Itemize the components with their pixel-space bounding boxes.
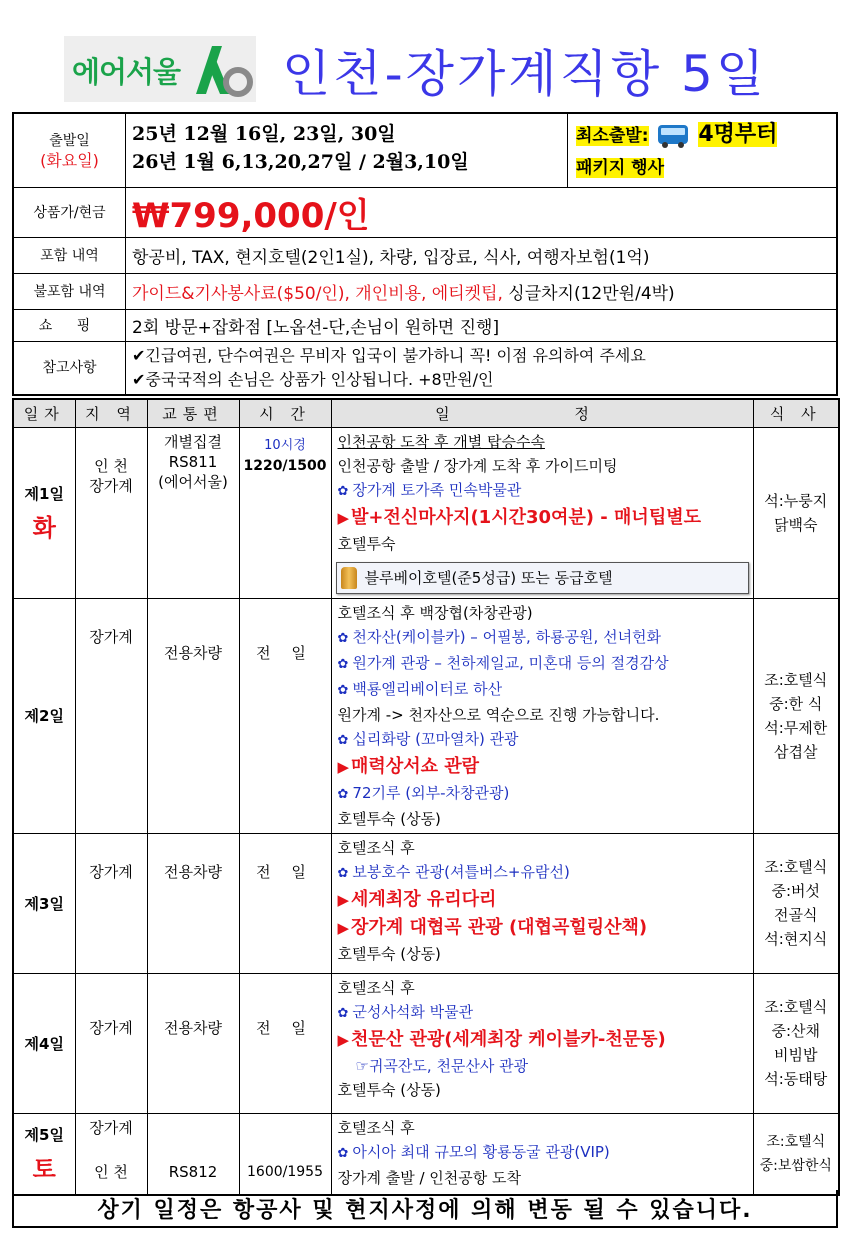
day-1-label: 제1일 bbox=[24, 484, 64, 503]
red-triangle-arrow-icon: ▶ bbox=[337, 757, 350, 776]
flower-bullet-icon: ✿ bbox=[337, 786, 349, 802]
day-2-row bbox=[13, 598, 839, 833]
included-label: 포함 내역 bbox=[14, 238, 126, 273]
red-triangle-arrow-icon: ▶ bbox=[337, 918, 350, 937]
itinerary-item: 원가계 관광 – 천하제일교, 미혼대 등의 절경감상 bbox=[352, 653, 669, 672]
departure-label-cell bbox=[14, 114, 126, 187]
itinerary-item: 보봉호수 관광(셔틀버스+유람선) bbox=[352, 862, 570, 881]
meal-item: 전골식 bbox=[774, 906, 818, 924]
red-triangle-arrow-icon: ▶ bbox=[337, 890, 350, 909]
flower-bullet-icon: ✿ bbox=[337, 1145, 349, 1161]
itinerary-item: 원가계 -> 천자산으로 역순으로 진행 가능합니다. bbox=[337, 705, 660, 724]
meal-item: 중:한 식 bbox=[769, 694, 823, 713]
red-triangle-arrow-icon: ▶ bbox=[337, 1030, 350, 1049]
header-region: 지 역 bbox=[75, 399, 147, 427]
day-4-region: 장가계 bbox=[75, 973, 147, 1113]
day-4-itinerary bbox=[331, 973, 753, 1113]
day-1-itinerary bbox=[331, 427, 753, 598]
meal-item: 석:현지식 bbox=[764, 930, 828, 948]
flower-bullet-icon: ✿ bbox=[337, 656, 349, 672]
dates-line-1: 25년 12월 16일, 23일, 30일 bbox=[132, 123, 396, 145]
day-3-label: 제3일 bbox=[24, 894, 64, 913]
day-5-label: 제5일 bbox=[24, 1125, 64, 1144]
excluded-label: 불포함 내역 bbox=[14, 274, 126, 309]
itinerary-item: 천문산 관광(세계최장 케이블카-천문동) bbox=[351, 1028, 666, 1050]
day-4-transport: 전용차량 bbox=[147, 973, 239, 1113]
day-5-transport: RS812 bbox=[147, 1113, 239, 1195]
bus-icon bbox=[656, 123, 690, 149]
package-event: 패키지 행사 bbox=[576, 158, 665, 178]
day-5-cell bbox=[13, 1113, 75, 1195]
excluded-value-red: 가이드&기사봉사료($50/인), 개인비용, 에티켓팁, bbox=[132, 284, 503, 304]
itinerary-item: 인천공항 도착 후 개별 탑승수속 bbox=[337, 432, 545, 451]
meal-item: 석:동태탕 bbox=[764, 1070, 828, 1088]
flower-bullet-icon: ✿ bbox=[337, 732, 349, 748]
flower-bullet-icon: ✿ bbox=[337, 483, 349, 499]
day-2-label: 제2일 bbox=[24, 707, 64, 725]
dates-line-2: 26년 1월 6,13,20,27일 / 2월3,10일 bbox=[132, 151, 469, 173]
day-3-region: 장가계 bbox=[75, 833, 147, 973]
itinerary-item: 호텔조식 후 bbox=[337, 1118, 415, 1137]
note-line-2: ✔중국국적의 손님은 상품가 인상됩니다. +8만원/인 bbox=[132, 370, 494, 389]
meal-item: 조:호텔식 bbox=[764, 998, 828, 1016]
notes-row bbox=[14, 342, 836, 394]
day-3-transport: 전용차량 bbox=[147, 833, 239, 973]
itinerary-item: 십리화랑 (꼬마열차) 관광 bbox=[352, 729, 519, 748]
day-5-region bbox=[75, 1113, 147, 1195]
itinerary-item: 72기루 (외부-차창관광) bbox=[352, 783, 510, 802]
header-itinerary: 일 정 bbox=[331, 399, 753, 427]
price-row bbox=[14, 188, 836, 238]
departure-label: 출발일 bbox=[49, 132, 90, 149]
departure-weekday: (화요일) bbox=[40, 150, 99, 170]
shopping-label: 쇼 핑 bbox=[14, 310, 126, 341]
itinerary-item: 군성사석화 박물관 bbox=[352, 1002, 474, 1021]
itinerary-item: 호텔투숙 (상동) bbox=[337, 1080, 441, 1099]
included-value: 항공비, TAX, 현지호텔(2인1실), 차량, 입장료, 식사, 여행자보험(1억) bbox=[132, 248, 650, 268]
meal-item: 조:호텔식 bbox=[766, 1133, 826, 1150]
departure-row bbox=[14, 114, 836, 188]
day-5-row bbox=[13, 1113, 839, 1195]
info-table bbox=[12, 112, 838, 396]
header bbox=[0, 0, 850, 112]
shopping-row bbox=[14, 310, 836, 342]
air-seoul-logo bbox=[64, 36, 256, 102]
day-3-row bbox=[13, 833, 839, 973]
min-departure-value: 4명부터 bbox=[698, 122, 778, 147]
red-triangle-arrow-icon: ▶ bbox=[337, 508, 350, 527]
hotel-name: 블루베이호텔(준5성급) 또는 동급호텔 bbox=[364, 568, 613, 587]
day-1-transport bbox=[147, 427, 239, 598]
meal-item: 비빔밥 bbox=[774, 1046, 818, 1064]
note-line-1: ✔긴급여권, 단수여권은 무비자 입국이 불가하니 꼭! 이점 유의하여 주세요 bbox=[132, 346, 646, 365]
day-5-weekday: 토 bbox=[32, 1154, 56, 1183]
day-3-meal bbox=[753, 833, 839, 973]
day-1-cell bbox=[13, 427, 75, 598]
flower-bullet-icon: ✿ bbox=[337, 630, 349, 646]
itinerary-item: 아시아 최대 규모의 황룡동굴 관광(VIP) bbox=[352, 1142, 610, 1161]
itinerary-item: 인천공항 출발 / 장가계 도착 후 가이드미팅 bbox=[337, 456, 618, 475]
schedule-header-row bbox=[13, 399, 839, 427]
shopping-value: 2회 방문+잡화점 [노옵션-단,손님이 원하면 진행] bbox=[132, 318, 500, 338]
air-seoul-logo-icon bbox=[192, 38, 256, 100]
meal-item: 석:무제한 bbox=[764, 718, 828, 737]
hotel-box bbox=[336, 562, 749, 594]
itinerary-item: 장가계 출발 / 인천공항 도착 bbox=[337, 1168, 522, 1187]
itinerary-item: 호텔투숙 bbox=[337, 534, 396, 553]
meal-item: 석:누룽지 bbox=[764, 491, 828, 510]
day-5-region-1: 장가계 bbox=[89, 1118, 133, 1137]
day-1-region-2: 장가계 bbox=[89, 476, 133, 495]
day-5-meal bbox=[753, 1113, 839, 1195]
min-departure-box bbox=[568, 114, 836, 187]
itinerary-item: 천자산(케이블카) – 어필봉, 하룡공원, 선녀헌화 bbox=[352, 627, 662, 646]
day-5-itinerary bbox=[331, 1113, 753, 1195]
day-1-meal bbox=[753, 427, 839, 598]
header-time: 시 간 bbox=[239, 399, 331, 427]
schedule-table bbox=[12, 398, 840, 1196]
meal-item: 삼겹살 bbox=[774, 742, 818, 761]
day-1-time bbox=[239, 427, 331, 598]
day-1-weekday: 화 bbox=[32, 513, 56, 542]
day-2-itinerary bbox=[331, 598, 753, 833]
itinerary-item: 호텔조식 후 백장협(차창관광) bbox=[337, 603, 533, 622]
itinerary-item: 장가계 대협곡 관광 (대협곡힐링산책) bbox=[351, 916, 648, 938]
day-5-region-2: 인 천 bbox=[94, 1162, 128, 1181]
day-1-transport-1: 개별집결 bbox=[164, 432, 222, 451]
itinerary-item: 호텔조식 후 bbox=[337, 978, 415, 997]
flower-bullet-icon: ✿ bbox=[337, 865, 349, 881]
excluded-row bbox=[14, 274, 836, 310]
day-4-label: 제4일 bbox=[24, 1034, 64, 1053]
day-4-time: 전 일 bbox=[239, 973, 331, 1113]
day-5-time: 1600/1955 bbox=[239, 1113, 331, 1195]
hotel-icon bbox=[341, 567, 357, 589]
min-departure-label: 최소출발: bbox=[576, 126, 649, 146]
day-2-time: 전 일 bbox=[239, 598, 331, 833]
meal-item: 닭백숙 bbox=[774, 515, 818, 534]
page-title: 인천-장가계직항 5일 bbox=[282, 45, 768, 103]
itinerary-item: 호텔조식 후 bbox=[337, 838, 415, 857]
day-4-meal bbox=[753, 973, 839, 1113]
day-1-region bbox=[75, 427, 147, 598]
itinerary-item: 호텔투숙 (상동) bbox=[337, 809, 441, 828]
notes-label: 참고사항 bbox=[14, 342, 126, 394]
day-3-time: 전 일 bbox=[239, 833, 331, 973]
itinerary-item: 백룡엘리베이터로 하산 bbox=[352, 679, 503, 698]
itinerary-item: 발+전신마사지(1시간30여분) - 매너팁별도 bbox=[351, 506, 701, 528]
header-transport: 교통편 bbox=[147, 399, 239, 427]
header-meal: 식 사 bbox=[753, 399, 839, 427]
day-2-meal bbox=[753, 598, 839, 833]
departure-dates bbox=[126, 114, 568, 187]
itinerary-item: 세계최장 유리다리 bbox=[351, 888, 497, 910]
logo-text: 에어서울 bbox=[72, 55, 181, 89]
price-value: ₩799,000/인 bbox=[132, 196, 370, 236]
itinerary-item: 매력상서쇼 관람 bbox=[351, 755, 480, 777]
day-2-cell bbox=[13, 598, 75, 833]
meal-item: 조:호텔식 bbox=[764, 858, 828, 876]
meal-item: 중:산채 bbox=[771, 1022, 821, 1040]
header-date: 일자 bbox=[13, 399, 75, 427]
day-1-transport-3: (에어서울) bbox=[158, 472, 228, 491]
flower-bullet-icon: ✿ bbox=[337, 1005, 349, 1021]
itinerary-item: 장가계 토가족 민속박물관 bbox=[352, 480, 522, 499]
included-row bbox=[14, 238, 836, 274]
itinerary-item: ☞귀곡잔도, 천문산사 관광 bbox=[355, 1056, 529, 1075]
price-label: 상품가/현금 bbox=[14, 188, 126, 237]
day-1-region-1: 인 천 bbox=[94, 456, 128, 475]
day-1-time-2: 1220/1500 bbox=[243, 457, 327, 474]
meal-item: 중:보쌈한식 bbox=[759, 1157, 832, 1174]
day-3-cell bbox=[13, 833, 75, 973]
excluded-value-black: 싱글차지(12만원/4박) bbox=[502, 284, 675, 304]
meal-item: 중:버섯 bbox=[771, 882, 821, 900]
meal-item: 조:호텔식 bbox=[764, 670, 828, 689]
day-3-itinerary bbox=[331, 833, 753, 973]
footer-notice: 상기 일정은 항공사 및 현지사정에 의해 변동 될 수 있습니다. bbox=[12, 1190, 838, 1228]
day-1-time-1: 10시경 bbox=[264, 437, 306, 453]
day-4-row bbox=[13, 973, 839, 1113]
day-4-cell bbox=[13, 973, 75, 1113]
day-2-region: 장가계 bbox=[75, 598, 147, 833]
day-1-row bbox=[13, 427, 839, 598]
day-2-transport: 전용차량 bbox=[147, 598, 239, 833]
flower-bullet-icon: ✿ bbox=[337, 682, 349, 698]
day-1-transport-2: RS811 bbox=[168, 452, 218, 471]
itinerary-item: 호텔투숙 (상동) bbox=[337, 944, 441, 963]
